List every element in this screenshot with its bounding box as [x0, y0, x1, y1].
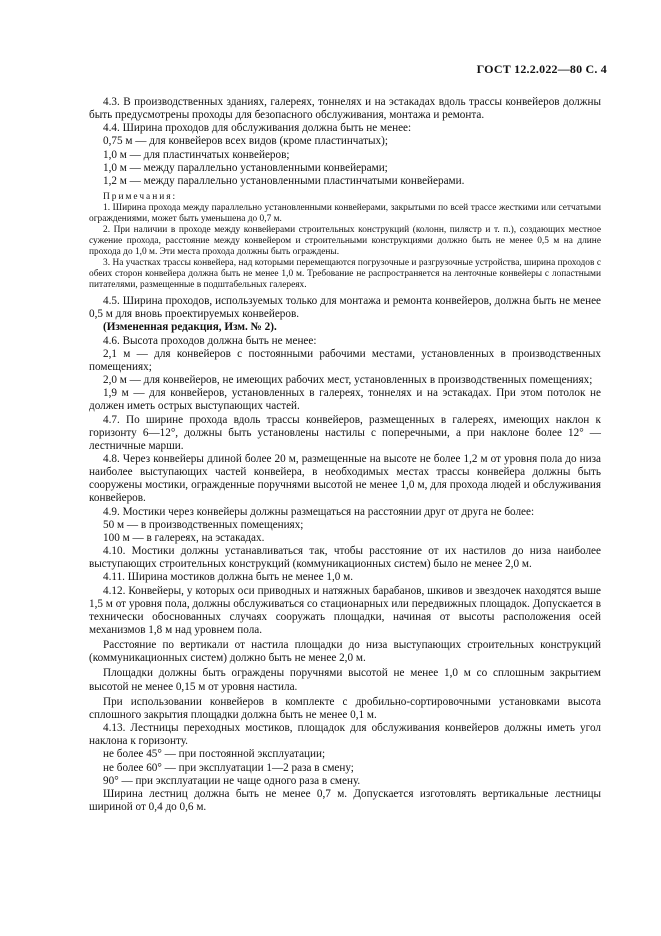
paragraph: 1,2 м — между параллельно установленными пластинчатыми конвейерами. — [103, 174, 465, 187]
paragraph: 50 м — в производственных помещениях; — [103, 518, 304, 531]
paragraph: Примечания: — [103, 192, 178, 203]
paragraph: 4.4. Ширина проходов для обслуживания должна быть не менее: — [103, 122, 412, 135]
paragraph: При использовании конвейеров в комплекте с дробильно-сортировочными установками высота сплошного закрытия площадки должна быть не менее 0,1 м. — [89, 695, 601, 721]
paragraph: не более 45° — при постоянной эксплуатации; — [103, 748, 326, 761]
paragraph: 0,75 м — для конвейеров всех видов (кроме пластинчатых); — [103, 135, 388, 148]
paragraph: 2,0 м — для конвейеров, не имеющих рабочих мест, установленных в производственных помещениях; — [103, 374, 593, 387]
paragraph: не более 60° — при эксплуатации 1—2 раза в смену; — [103, 761, 354, 774]
paragraph: Площадки должны быть ограждены поручнями высотой не менее 1,0 м со сплошным закрытием высотой не менее 0,15 м от уровня настила. — [89, 667, 601, 693]
document-body — [89, 96, 601, 814]
paragraph: 2,1 м — для конвейеров с постоянными рабочими местами, установленных в производственных помещениях; — [89, 347, 601, 373]
paragraph: 4.13. Лестницы переходных мостиков, площадок для обслуживания конвейеров должны иметь угол наклона к горизонту. — [89, 722, 601, 748]
paragraph: 1,9 м — для конвейеров, установленных в галереях, тоннелях и на эстакадах. При этом потолок не должен иметь острых выступающих частей. — [89, 387, 601, 413]
paragraph: 4.6. Высота проходов должна быть не менее: — [103, 334, 317, 347]
paragraph: 1,0 м — для пластинчатых конвейеров; — [103, 148, 290, 161]
paragraph: 4.8. Через конвейеры длиной более 20 м, размещенные на высоте не более 1,2 м от уровня пола до низа наиболее выступающих частей конвейера, в необходимых местах трассы конвейера должны быть сооружены мостики, огражденные поручнями высотой не менее 1,0 м, для прохода людей и обслуживания конвейеров. — [89, 452, 601, 505]
paragraph: 3. На участках трассы конвейера, над которыми перемещаются погрузочные и разгрузочные устройства, ширина проходов с обеих сторон конвейера должна быть не менее 1,0 м. Требование не распространяется на ленточные конвейеры с лопастными питателями, размещенные в подштабельных галереях. — [89, 258, 601, 291]
paragraph: 4.5. Ширина проходов, используемых только для монтажа и ремонта конвейеров, должна быть не менее 0,5 м для вновь проектируемых конвейеров. — [89, 295, 601, 321]
paragraph: Ширина лестниц должна быть не менее 0,7 м. Допускается изготовлять вертикальные лестницы шириной от 0,4 до 0,6 м. — [89, 787, 601, 814]
paragraph: (Измененная редакция, Изм. № 2). — [103, 321, 277, 334]
paragraph: 1. Ширина прохода между параллельно установленными конвейерами, закрытыми по всей трассе жесткими или сетчатыми ограждениями, может быть уменьшена до 0,7 м. — [89, 203, 601, 225]
paragraph: 4.7. По ширине прохода вдоль трассы конвейеров, размещенных в галереях, имеющих наклон к горизонту 6—12°, должны быть установлены настилы с поперечными, а при наклоне более 12° — лестничные марши. — [89, 413, 601, 452]
paragraph: 4.11. Ширина мостиков должна быть не менее 1,0 м. — [103, 571, 354, 584]
paragraph: 4.10. Мостики должны устанавливаться так, чтобы расстояние от их настилов до низа наиболее выступающих строительных конструкций (коммуникационных систем) было не менее 2,0 м. — [89, 545, 601, 571]
paragraph: 2. При наличии в проходе между конвейерами строительных конструкций (колонн, пилястр и т. п.), создающих местное сужение прохода, расстояние между конвейером и строительными конструкциями должно быть не менее 0,5 м на длине прохода до 1,0 м. Эти места прохода должны быть ограждены. — [89, 225, 601, 258]
paragraph: 4.12. Конвейеры, у которых оси приводных и натяжных барабанов, шкивов и звездочек находятся выше 1,5 м от уровня пола, должны обслуживаться со стационарных или передвижных площадок. Допускается в технически обоснованных случаях сооружать площадки, начиная от высоты расположения осей механизмов 1,8 м над уровнем пола. — [89, 584, 601, 636]
paragraph: Расстояние по вертикали от настила площадки до низа выступающих строительных конструкций (коммуникационных систем) должно быть не менее 2,0 м. — [89, 639, 601, 665]
page-header: ГОСТ 12.2.022—80 С. 4 — [476, 62, 607, 76]
paragraph: 100 м — в галереях, на эстакадах. — [103, 531, 265, 544]
paragraph: 4.9. Мостики через конвейеры должны размещаться на расстоянии друг от друга не более: — [103, 505, 535, 518]
paragraph: 4.3. В производственных зданиях, галереях, тоннелях и на эстакадах вдоль трассы конвейеров должны быть предусмотрены проходы для безопасного обслуживания, монтажа и ремонта. — [89, 96, 601, 122]
paragraph: 90° — при эксплуатации не чаще одного раза в смену. — [103, 774, 361, 787]
paragraph: 1,0 м — между параллельно установленными конвейерами; — [103, 161, 388, 174]
